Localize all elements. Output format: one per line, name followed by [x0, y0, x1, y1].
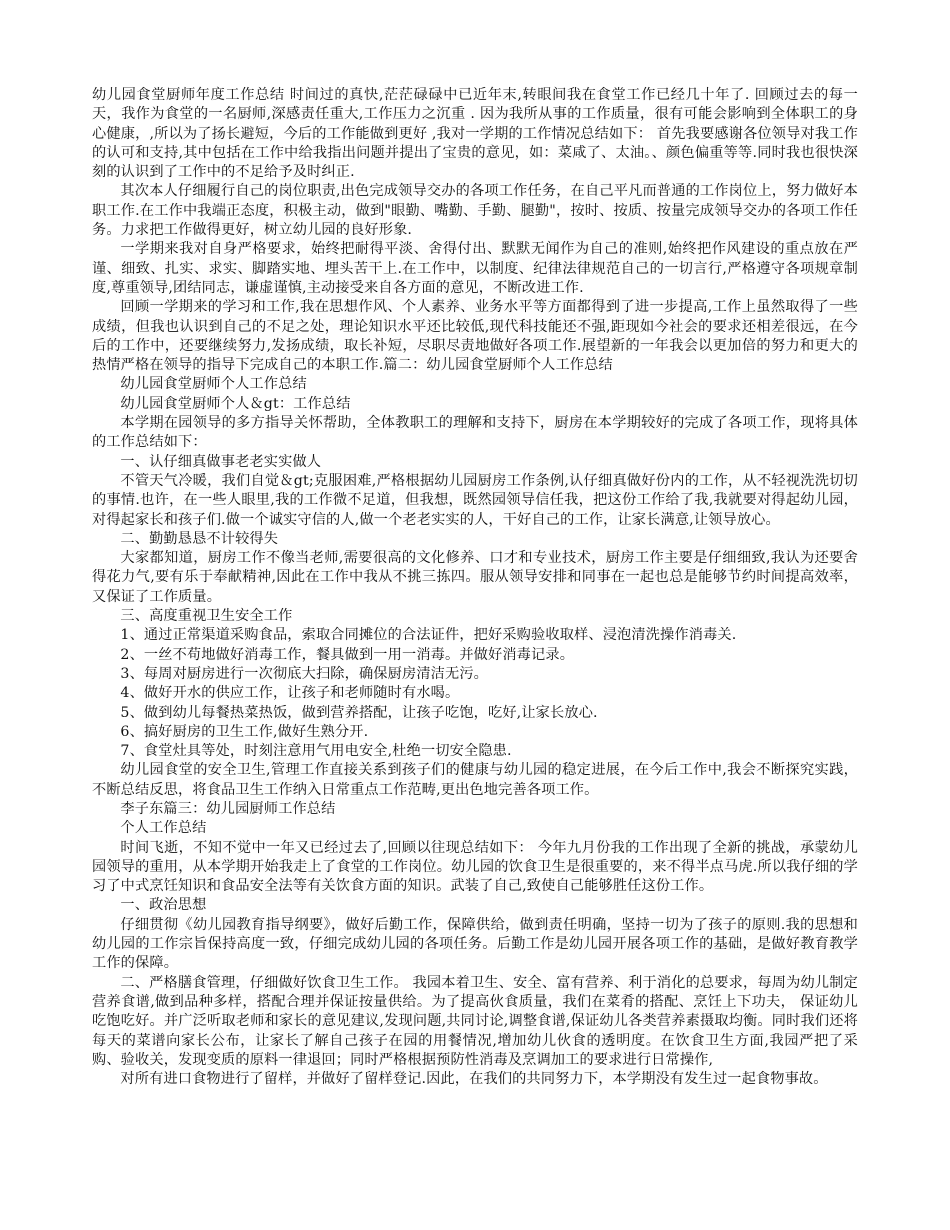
section-heading: 幼儿园食堂厨师个人＆gt：工作总结	[120, 395, 351, 412]
document-paragraph: 二、严格膳食管理，仔细做好饮食卫生工作。 我园本着卫生、安全、富有营养、利于消化的总要求，每周为幼儿制定营养食谱,做到品种多样，搭配合理并保证按量供给。为了提高伙食质量，我们在菜肴的搭配、烹饪上下功夫， 保证幼儿吃饱吃好。并广泛听取老师和家长的意见建议,发现问题,共同讨论,调整食谱,保证幼儿各类营养素摄取均衡。同时我们还将每天的菜谱向家长公布，让家长了解自己孩子在园的用餐情况,增加幼儿伙食的透明度。在饮食卫生方面,我园严把了采购、验收关，发现变质的原料一律退回；同时严格根据预防性消毒及烹调加工的要求进行日常操作,	[92, 974, 858, 1068]
section-heading: 个人工作总结	[120, 820, 207, 837]
list-item: 5、做到幼儿每餐热菜热饭，做到营养搭配，让孩子吃饱，吃好,让家长放心.	[120, 704, 598, 721]
list-item: 6、搞好厨房的卫生工作,做好生熟分开.	[120, 723, 369, 740]
document-paragraph: 大家都知道，厨房工作不像当老师,需要很高的文化修养、口才和专业技术，厨房工作主要是仔细细致,我认为还要舍得花力气,要有乐于奉献精神,因此在工作中我从不挑三拣四。服从领导安排和同事在一起也总是能够节约时间提高效率，又保证了工作质量。	[92, 550, 858, 605]
document-paragraph: 仔细贯彻《幼儿园教育指导纲要》，做好后勤工作，保障供给，做到责任明确，坚持一切为了孩子的原则.我的思想和幼儿园的工作宗旨保持高度一致，仔细完成幼儿园的各项任务。后勤工作是幼儿园开展各项工作的基础，是做好教育教学工作的保障。	[92, 916, 858, 972]
list-item: 7、食堂灶具等处，时刻注意用气用电安全,杜绝一切安全隐患.	[120, 743, 512, 760]
section-heading: 一、认仔细真做事老老实实做人	[120, 453, 322, 470]
list-item: 1、通过正常渠道采购食品，索取合同摊位的合法证件，把好采购验收取样、浸泡清洗操作消毒关.	[120, 627, 737, 644]
list-item: 4、做好开水的供应工作，让孩子和老师随时有水喝。	[120, 685, 460, 702]
document-paragraph: 其次本人仔细履行自己的岗位职责,出色完成领导交办的各项工作任务，在自己平凡而普通的工作岗位上，努力做好本职工作.在工作中我端正态度，积极主动，做到"眼勤、嘴勤、手勤、腿勤"，按时、按质、按量完成领导交办的各项工作任务。力求把工作做得更好，树立幼儿园的良好形象.	[92, 183, 858, 239]
list-item: 2、一丝不苟地做好消毒工作，餐具做到一用一消毒。并做好消毒记录。	[120, 646, 575, 663]
document-paragraph: 本学期在园领导的多方指导关怀帮助，全体教职工的理解和支持下，厨房在本学期较好的完成了各项工作，现将具体的工作总结如下：	[92, 415, 858, 451]
section-heading: 三、高度重视卫生安全工作	[120, 608, 293, 625]
document-paragraph: 时间飞逝，不知不觉中一年又已经过去了,回顾以往现总结如下： 今年九月份我的工作出现了全新的挑战，承蒙幼儿园领导的重用，从本学期开始我走上了食堂的工作岗位。幼儿园的饮食卫生是很重要的，来不得半点马虎.所以我仔细的学习了中式烹饪知识和食品安全法等有关饮食方面的知识。武装了自己,致使自己能够胜任这份工作。	[92, 839, 858, 895]
document-paragraph: 回顾一学期来的学习和工作,我在思想作风、个人素养、业务水平等方面都得到了进一步提高,工作上虽然取得了一些成绩，但我也认识到自己的不足之处，理论知识水平还比较低,现代科技能还不强,距现如今社会的要求还相差很远，在今后的工作中，还要继续努力,发扬成绩，取长补短，尽职尽责地做好各项工作.展望新的一年我会以更加倍的努力和更大的热情严格在领导的指导下完成自己的本职工作.篇二：幼儿园食堂厨师个人工作总结	[92, 299, 858, 374]
document-paragraph: 幼儿园食堂的安全卫生,管理工作直接关系到孩子们的健康与幼儿园的稳定进展，在今后工作中,我会不断探究实践，不断总结反思，将食品卫生工作纳入日常重点工作范畴,更出色地完善各项工作。	[92, 762, 858, 798]
document-paragraph: 不管天气冷暖，我们自觉＆gt;克服困难,严格根据幼儿园厨房工作条例,认仔细真做好份内的工作，从不轻视洗洗切切的事情.也许，在一些人眼里,我的工作微不足道，但我想，既然园领导信任我，把这份工作给了我,我就要对得起幼儿园，对得起家长和孩子们.做一个诚实守信的人,做一个老老实实的人，干好自己的工作，让家长满意,让领导放心。	[92, 472, 858, 528]
section-heading: 李子东篇三：幼儿园厨师工作总结	[120, 800, 336, 817]
document-paragraph: 一学期来我对自身严格要求，始终把耐得平淡、舍得付出、默默无闻作为自己的准则,始终把作风建设的重点放在严谨、细致、扎实、求实、脚踏实地、埋头苦干上.在工作中，以制度、纪律法律规范自己的一切言行,严格遵守各项规章制度,尊重领导,团结同志，谦虚谨慎,主动接受来自各方面的意见，不断改进工作.	[92, 241, 858, 296]
section-heading: 二、勤勤恳恳不计较得失	[120, 530, 279, 547]
section-heading: 幼儿园食堂厨师个人工作总结	[120, 376, 307, 393]
list-item: 3、每周对厨房进行一次彻底大扫除，确保厨房清洁无污。	[120, 665, 489, 682]
document-paragraph: 对所有进口食物进行了留样，并做好了留样登记.因此，在我们的共同努力下，本学期没有发生过一起食物事故。	[120, 1071, 828, 1088]
document-paragraph: 幼儿园食堂厨师年度工作总结 时间过的真快,茫茫碌碌中已近年末,转眼间我在食堂工作已经几十年了. 回顾过去的每一天，我作为食堂的一名厨师,深感责任重大,工作压力之沉重 . 因为我所从事的工作质量，很有可能会影响到全体职工的身心健康，,所以为了扬长避短，今后的工作能做到更好 ,我对一学期的工作情况总结如下： 首先我要感谢各位领导对我工作的认可和支持,其中包括在工作中给我指出问题并提出了宝贵的意见，如：菜咸了、太油。、颜色偏重等等.同时我也很快深刻的认识到了工作中的不足给予及时纠正.	[92, 87, 858, 181]
section-heading: 一、政治思想	[120, 897, 207, 914]
document-page	[92, 86, 858, 1089]
